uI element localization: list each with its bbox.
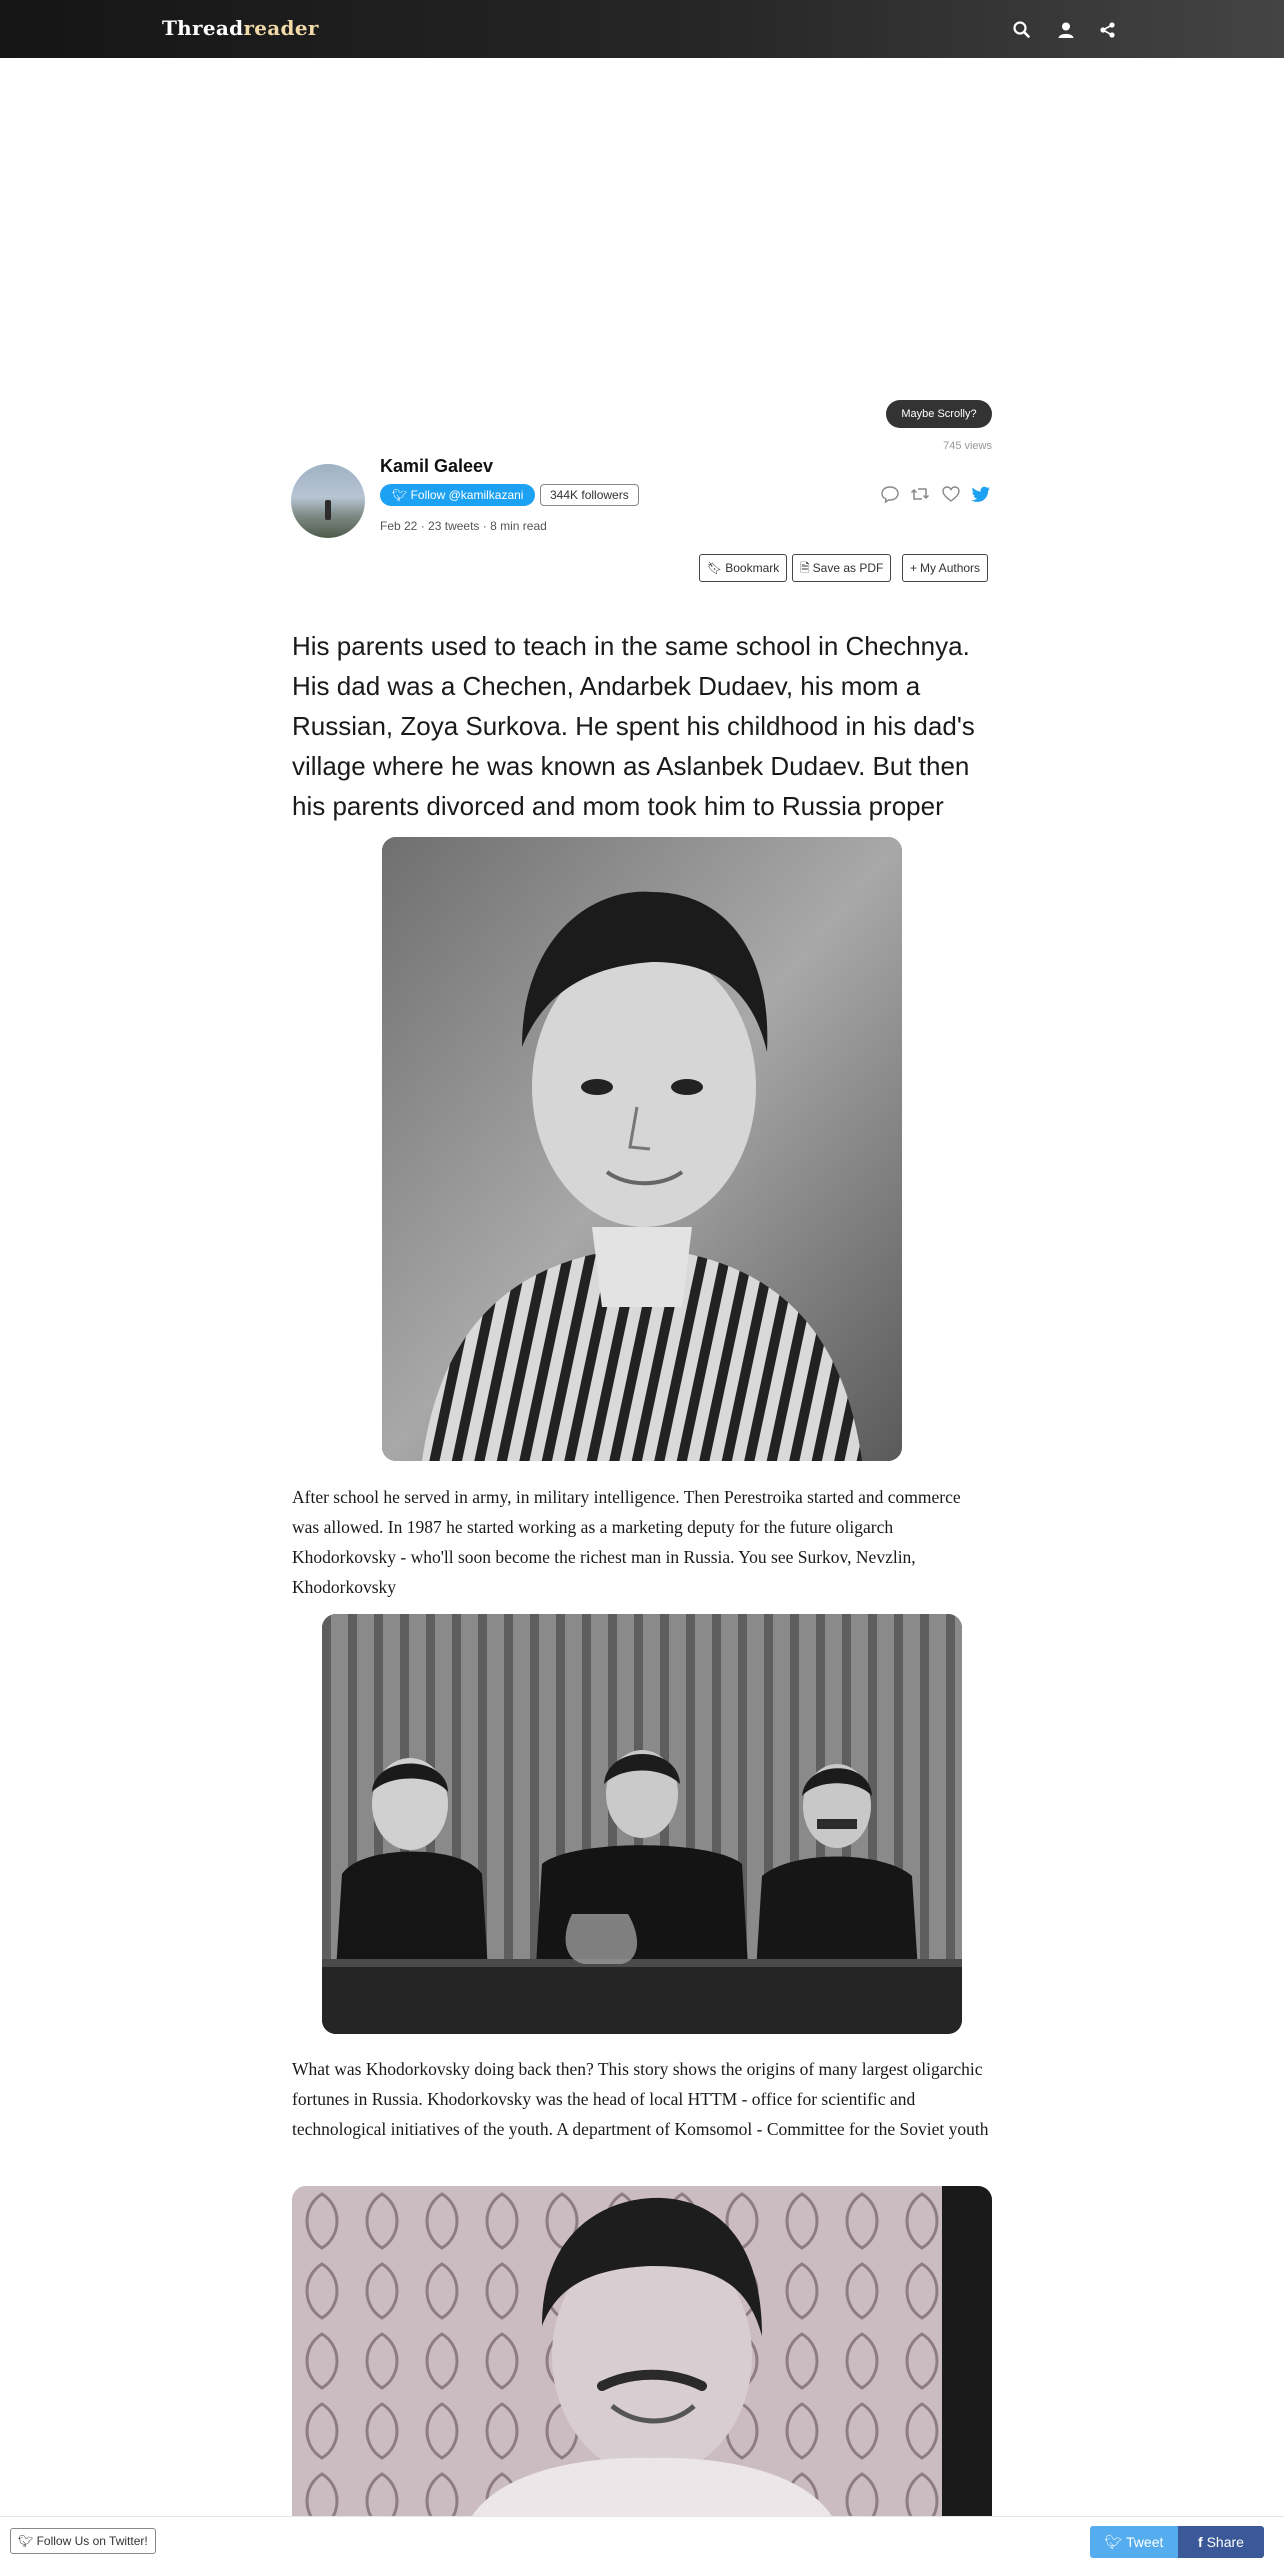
twitter-icon[interactable] (971, 484, 991, 504)
thread-date: Feb 22 (380, 519, 418, 533)
share-icon[interactable] (1097, 19, 1119, 41)
like-icon[interactable] (941, 484, 961, 504)
facebook-share-button[interactable]: f Share (1178, 2526, 1264, 2558)
user-icon[interactable] (1055, 19, 1077, 41)
photo-boy-drawing (382, 837, 902, 1461)
thread-lead-text: His parents used to teach in the same school in Chechnya. His dad was a Chechen, Andarbek Dudaev, his mom a Russian, Zoya Surkova. He spent his childhood in his dad's village where he was known as Aslanbek Dudaev. But then his parents divorced and mom took him to Russia proper (292, 631, 975, 821)
follow-label: Follow @kamilkazani (410, 488, 524, 502)
thread-image-boy-portrait[interactable] (382, 837, 902, 1461)
twitter-bird-icon: 🐦︎ (392, 488, 408, 502)
author-name[interactable]: Kamil Galeev (380, 456, 494, 476)
plus-icon: + (910, 561, 918, 575)
twitter-white-icon: 🐦︎ (1104, 2534, 1123, 2550)
brand-accent: reader (243, 16, 319, 40)
top-navbar (0, 0, 1284, 58)
bookmark-button[interactable]: 🔖︎ Bookmark (699, 554, 787, 582)
view-count: 745 views (943, 440, 992, 452)
search-icon[interactable] (1011, 19, 1033, 41)
my-authors-button[interactable]: + My Authors (902, 554, 988, 582)
bookmark-icon: 🔖︎ (707, 561, 723, 575)
brand-main: Thread (162, 16, 244, 40)
reply-icon[interactable] (880, 484, 900, 504)
maybe-scrolly-button[interactable]: Maybe Scrolly? (886, 400, 992, 428)
read-time: 8 min read (490, 519, 547, 533)
follow-us-twitter-button[interactable]: 🐦︎ Follow Us on Twitter! (10, 2528, 156, 2554)
file-icon: 🗎 (800, 561, 810, 575)
tweet-actions (880, 484, 997, 506)
site-logo[interactable] (162, 16, 319, 40)
tweet-share-button[interactable]: 🐦︎ Tweet (1090, 2526, 1178, 2558)
thread-image-press-conference[interactable] (322, 1614, 962, 2034)
follow-button[interactable] (380, 484, 535, 506)
ad-space (162, 70, 1122, 390)
photo-press-drawing (322, 1614, 962, 2034)
thread-image-young-man[interactable] (292, 2186, 992, 2516)
thread-meta: Feb 22 · 23 tweets · 8 min read (380, 519, 547, 533)
thread-tweet-2: After school he served in army, in military intelligence. Then Perestroika started and commerce was allowed. In 1987 he started working as a marketing deputy for the future oligarch Khodorkovsky - who'll soon become the richest man in Russia. You see Surkov, Nevzlin, Khodorkovsky (292, 1487, 961, 1597)
thread-tweet-3: What was Khodorkovsky doing back then? This story shows the origins of many largest oligarchic fortunes in Russia. Khodorkovsky was the head of local HTTM - office for scientific and technological initiatives of the youth. A department of Komsomol - Committee for the Soviet youth (292, 2059, 989, 2139)
avatar-figure (325, 500, 331, 520)
save-pdf-button[interactable]: 🗎 Save as PDF (792, 554, 891, 582)
followers-badge: 344K followers (540, 484, 639, 506)
photo-young-man-drawing (292, 2186, 992, 2516)
author-avatar[interactable] (291, 464, 365, 538)
facebook-icon: f (1198, 2534, 1203, 2550)
retweet-icon[interactable] (910, 484, 930, 504)
tweet-count: 23 tweets (428, 519, 480, 533)
twitter-small-icon: 🐦︎ (18, 2534, 34, 2548)
